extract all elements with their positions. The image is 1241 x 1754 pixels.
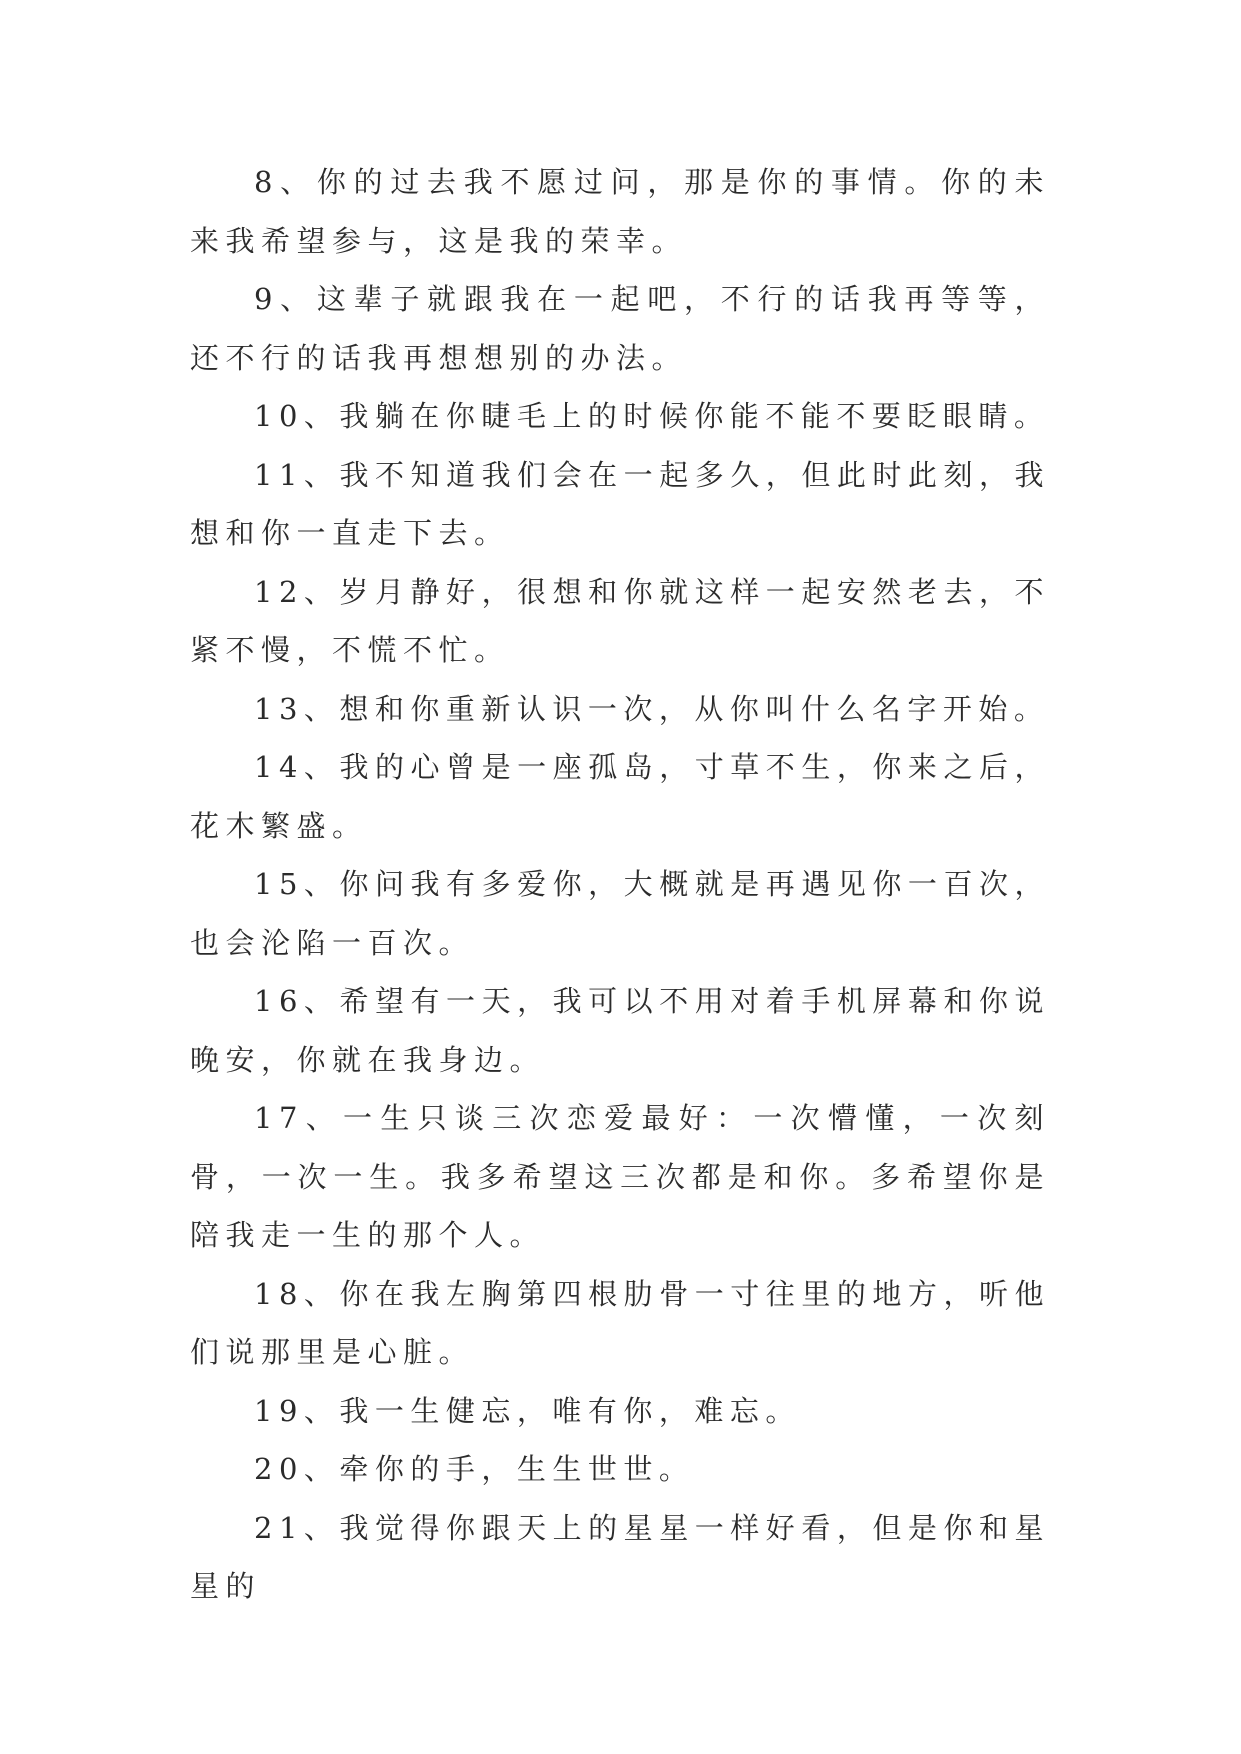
paragraph-21: 21、我觉得你跟天上的星星一样好看，但是你和星星的 [190, 1510, 1050, 1603]
paragraph-14: 14、我的心曾是一座孤岛，寸草不生，你来之后，花木繁盛。 [190, 750, 1050, 843]
paragraph-8: 8、你的过去我不愿过问，那是你的事情。你的未来我希望参与，这是我的荣幸。 [190, 165, 1050, 258]
paragraph-20: 20、牵你的手，生生世世。 [254, 1452, 695, 1486]
paragraph-13: 13、想和你重新认识一次，从你叫什么名字开始。 [254, 691, 1050, 726]
paragraph-11: 11、我不知道我们会在一起多久，但此时此刻，我想和你一直走下去。 [190, 457, 1050, 550]
paragraph-10: 10、我躺在你睫毛上的时候你能不能不要眨眼睛。 [254, 399, 1050, 433]
document-body [190, 153, 1050, 1616]
paragraph-12: 12、岁月静好，很想和你就这样一起安然老去，不紧不慢，不慌不忙。 [190, 574, 1050, 667]
paragraph-19: 19、我一生健忘，唯有你，难忘。 [254, 1393, 801, 1428]
paragraph-9: 9、这辈子就跟我在一起吧，不行的话我再等等，还不行的话我再想想别的办法。 [190, 282, 1050, 375]
paragraph-16: 16、希望有一天，我可以不用对着手机屏幕和你说晚安，你就在我身边。 [190, 984, 1050, 1077]
paragraph-18: 18、你在我左胸第四根肋骨一寸往里的地方，听他们说那里是心脏。 [190, 1276, 1050, 1369]
paragraph-17: 17、一生只谈三次恋爱最好：一次懵懂，一次刻骨，一次一生。我多希望这三次都是和你。多希望你是陪我走一生的那个人。 [190, 1101, 1050, 1252]
paragraph-15: 15、你问我有多爱你，大概就是再遇见你一百次，也会沦陷一百次。 [190, 867, 1050, 960]
